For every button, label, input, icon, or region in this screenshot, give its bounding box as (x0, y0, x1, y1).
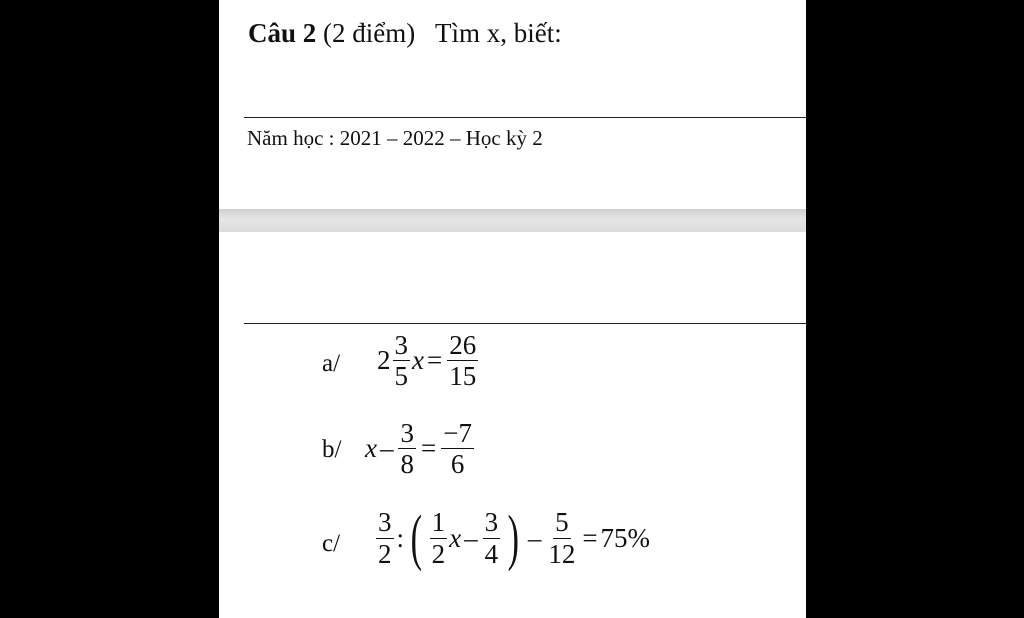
variable-x: x (412, 345, 424, 376)
variable-x: x (449, 522, 462, 553)
minus-sign: – (379, 433, 394, 464)
fraction (483, 508, 501, 568)
equals-sign: = (426, 345, 443, 376)
equals-sign: = (582, 522, 598, 553)
whole-number: 2 (377, 345, 391, 376)
denominator: 5 (394, 361, 408, 392)
fraction (447, 331, 478, 391)
equals-sign: = (420, 433, 437, 464)
numerator: 5 (555, 507, 569, 538)
denominator: 2 (378, 538, 392, 569)
fraction (393, 331, 411, 391)
numerator: 3 (378, 507, 392, 538)
numerator: −7 (443, 418, 472, 448)
problem-a-equation (377, 331, 480, 391)
result-value: 75% (600, 522, 651, 553)
problem-b-equation (365, 419, 476, 479)
fraction (441, 419, 474, 479)
denominator: 15 (449, 361, 477, 392)
numerator: 3 (484, 507, 499, 538)
problem-a-label: a/ (322, 350, 341, 377)
page-bottom (219, 232, 806, 618)
page-top (219, 0, 806, 209)
denominator: 8 (400, 449, 414, 480)
question-number: Câu 2 (248, 18, 317, 48)
problem-c-label: c/ (322, 530, 341, 557)
numerator: 3 (400, 418, 414, 448)
minus-sign: – (527, 522, 542, 553)
numerator: 1 (431, 507, 446, 538)
fraction (546, 508, 577, 568)
fraction (376, 508, 394, 568)
denominator: 4 (484, 538, 499, 569)
variable-x: x (365, 433, 377, 464)
minus-sign: – (464, 522, 478, 553)
numerator: 26 (449, 330, 477, 360)
problem-b-label: b/ (322, 436, 342, 463)
left-parenthesis: ( (410, 504, 423, 572)
denominator: 2 (431, 538, 446, 569)
denominator: 12 (548, 538, 576, 569)
fraction (430, 508, 448, 568)
question-heading (248, 18, 562, 49)
problem-c-equation (374, 504, 651, 572)
colon-sign: : (396, 522, 405, 553)
page-footer: Năm học : 2021 – 2022 – Học kỳ 2 (247, 126, 543, 150)
fraction (398, 419, 416, 479)
numerator: 3 (394, 330, 408, 360)
footer-rule (244, 117, 806, 118)
right-parenthesis: ) (507, 504, 520, 572)
denominator: 6 (450, 449, 465, 480)
header-rule (244, 323, 806, 324)
question-instruction: (2 điểm) Tìm x, biết: (316, 18, 562, 48)
page-gap (219, 209, 806, 232)
